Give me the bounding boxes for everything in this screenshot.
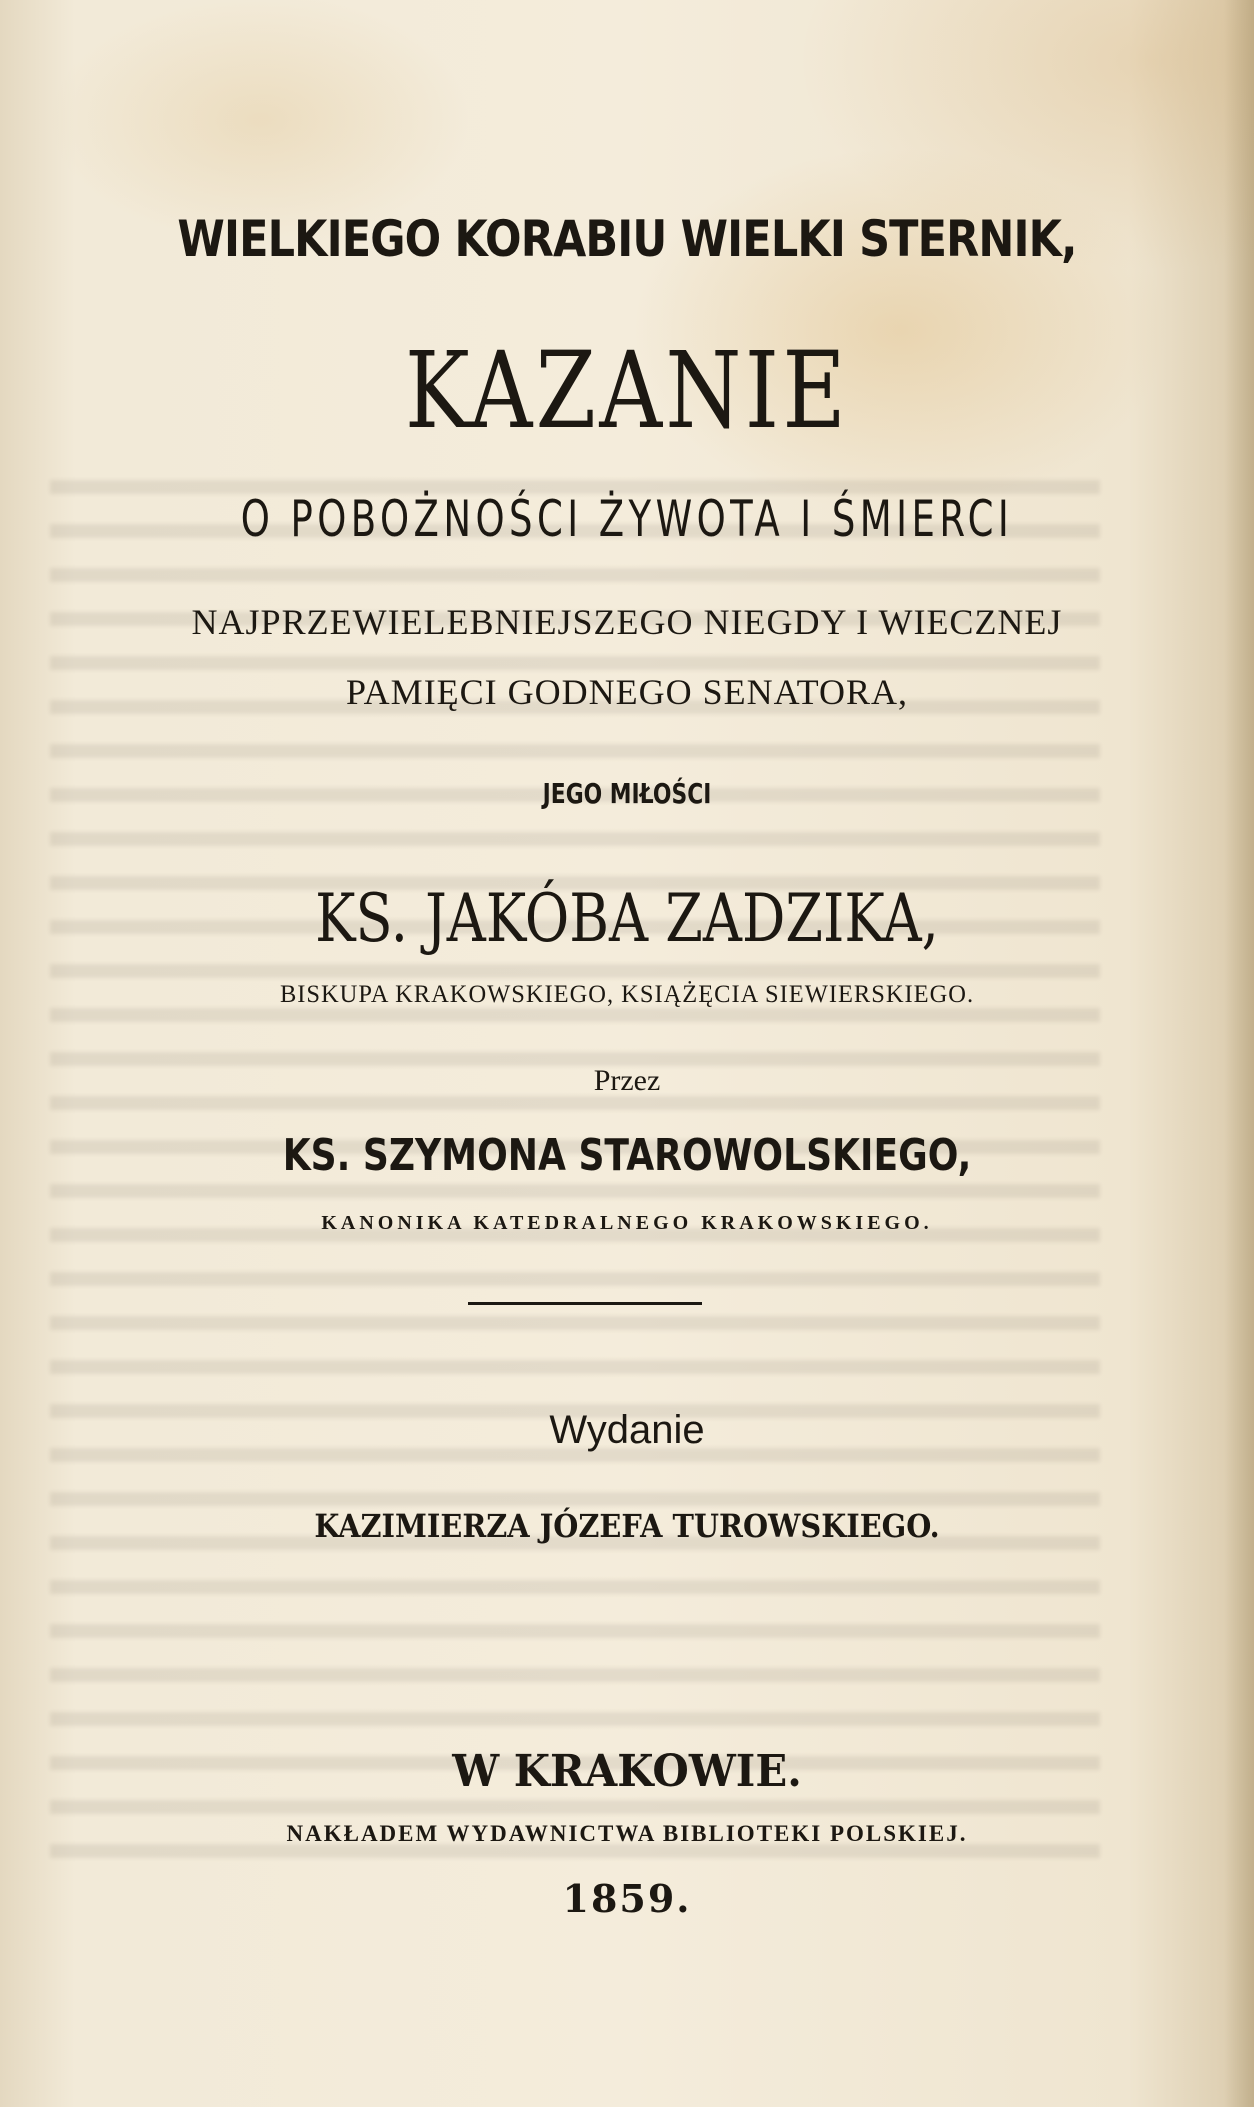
title-main-kazanie: KAZANIE [404, 329, 850, 452]
subject-name: KS. JAKÓBA ZADZIKA, [315, 880, 939, 957]
edition-label: Wydanie [549, 1408, 705, 1452]
dedication-line-1: NAJPRZEWIELEBNIEJSZEGO NIEGDY I WIECZNEJ [191, 602, 1063, 642]
dedication-line-2: PAMIĘCI GODNEGO SENATORA, [345, 672, 909, 712]
author-name: KS. SZYMONA STAROWOLSKIEGO, [282, 1130, 972, 1181]
by-label: Przez [593, 1064, 661, 1097]
title-line-1: WIELKIEGO KORABIU WIELKI STERNIK, [177, 210, 1077, 268]
imprint-place: W KRAKOWIE. [452, 1746, 802, 1797]
author-title: KANONIKA KATEDRALNEGO KRAKOWSKIEGO. [321, 1212, 933, 1234]
subject-title: BISKUPA KRAKOWSKIEGO, KSIĄŻĘCIA SIEWIERSKIEGO. [279, 981, 975, 1008]
imprint-publisher: NAKŁADEM WYDAWNICTWA BIBLIOTEKI POLSKIEJ. [286, 1821, 968, 1846]
divider-rule [468, 1302, 702, 1305]
editor-name: KAZIMIERZA JÓZEFA TUROWSKIEGO. [314, 1507, 940, 1545]
subtitle-line: O POBOŻNOŚCI ŻYWOTA I ŚMIERCI [240, 490, 1014, 548]
honorific: JEGO MIŁOŚCI [542, 777, 712, 810]
page-edge-shadow [1224, 0, 1254, 2107]
imprint-year: 1859. [562, 1876, 692, 1921]
